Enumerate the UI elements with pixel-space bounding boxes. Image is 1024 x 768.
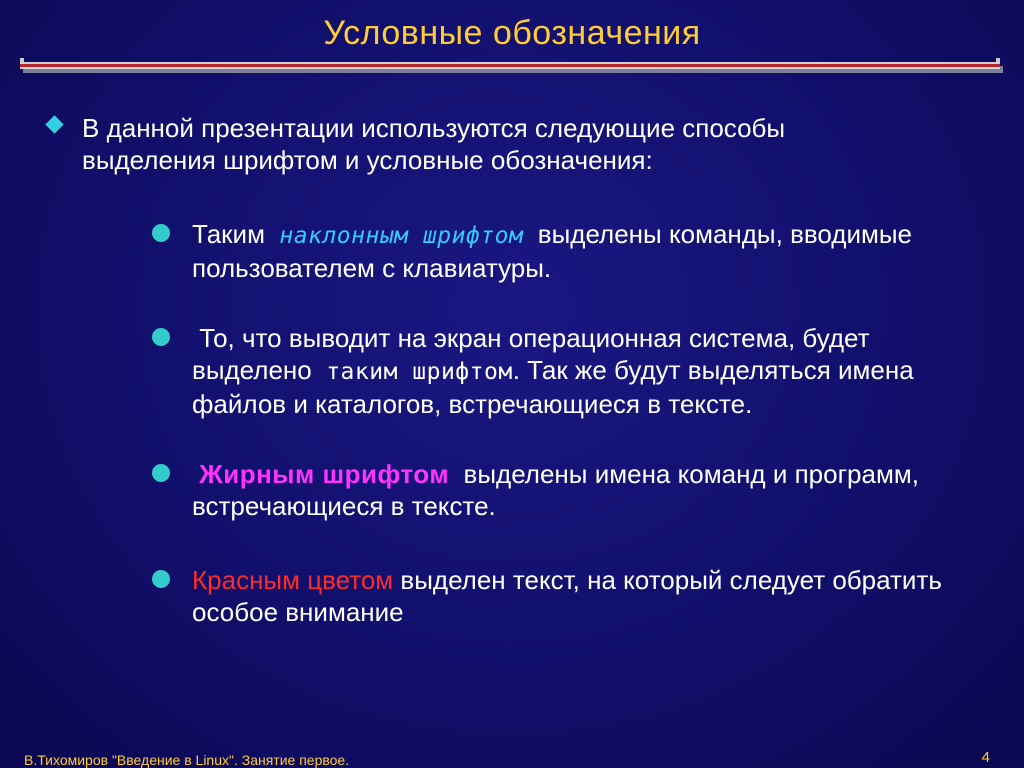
- example-red-text: Красным цветом: [192, 565, 394, 595]
- page-number: 4: [981, 749, 990, 766]
- item-text-post: выделен текст, на который следует обратить особое внимание: [192, 565, 942, 627]
- item-text-pre: То, что выводит на экран операционная система, будет выделено: [192, 323, 870, 385]
- divider-mark-right: [996, 58, 1000, 62]
- list-item: [150, 564, 970, 628]
- example-bold-text: Жирным шрифтом: [199, 459, 450, 489]
- diamond-bullet-icon: [45, 115, 63, 133]
- intro-text: В данной презентации используются следующие способы выделения шрифтом и условные обозначения:: [82, 113, 786, 175]
- intro-block: [48, 112, 878, 176]
- circle-bullet-icon: [152, 224, 170, 242]
- list-item: [150, 218, 970, 284]
- item-text: [192, 564, 970, 628]
- slide-title: Условные обозначения: [323, 14, 701, 52]
- list-item: [150, 458, 970, 522]
- item-text-post: выделены команды, вводимые пользователем с клавиатуры.: [192, 219, 913, 283]
- circle-bullet-icon: [152, 570, 170, 588]
- item-text: [192, 218, 970, 284]
- footer-source: В.Тихомиров "Введение в Linux". Занятие первое.: [24, 752, 350, 768]
- item-text-post: . Так же будут выделяться имена файлов и каталогов, встречающиеся в тексте.: [192, 355, 914, 419]
- example-italic-text: наклонным шрифтом: [279, 223, 524, 249]
- item-text: [192, 458, 970, 522]
- circle-bullet-icon: [152, 328, 170, 346]
- item-text: [192, 322, 970, 420]
- circle-bullet-icon: [152, 464, 170, 482]
- example-mono-text: таким шрифтом: [326, 359, 513, 385]
- item-text-pre: Таким: [192, 219, 273, 249]
- list-item: [150, 322, 970, 420]
- title-divider: [20, 62, 1002, 74]
- item-text-post: выделены имена команд и программ, встречающиеся в тексте.: [192, 459, 919, 521]
- divider-mark-left: [20, 58, 24, 62]
